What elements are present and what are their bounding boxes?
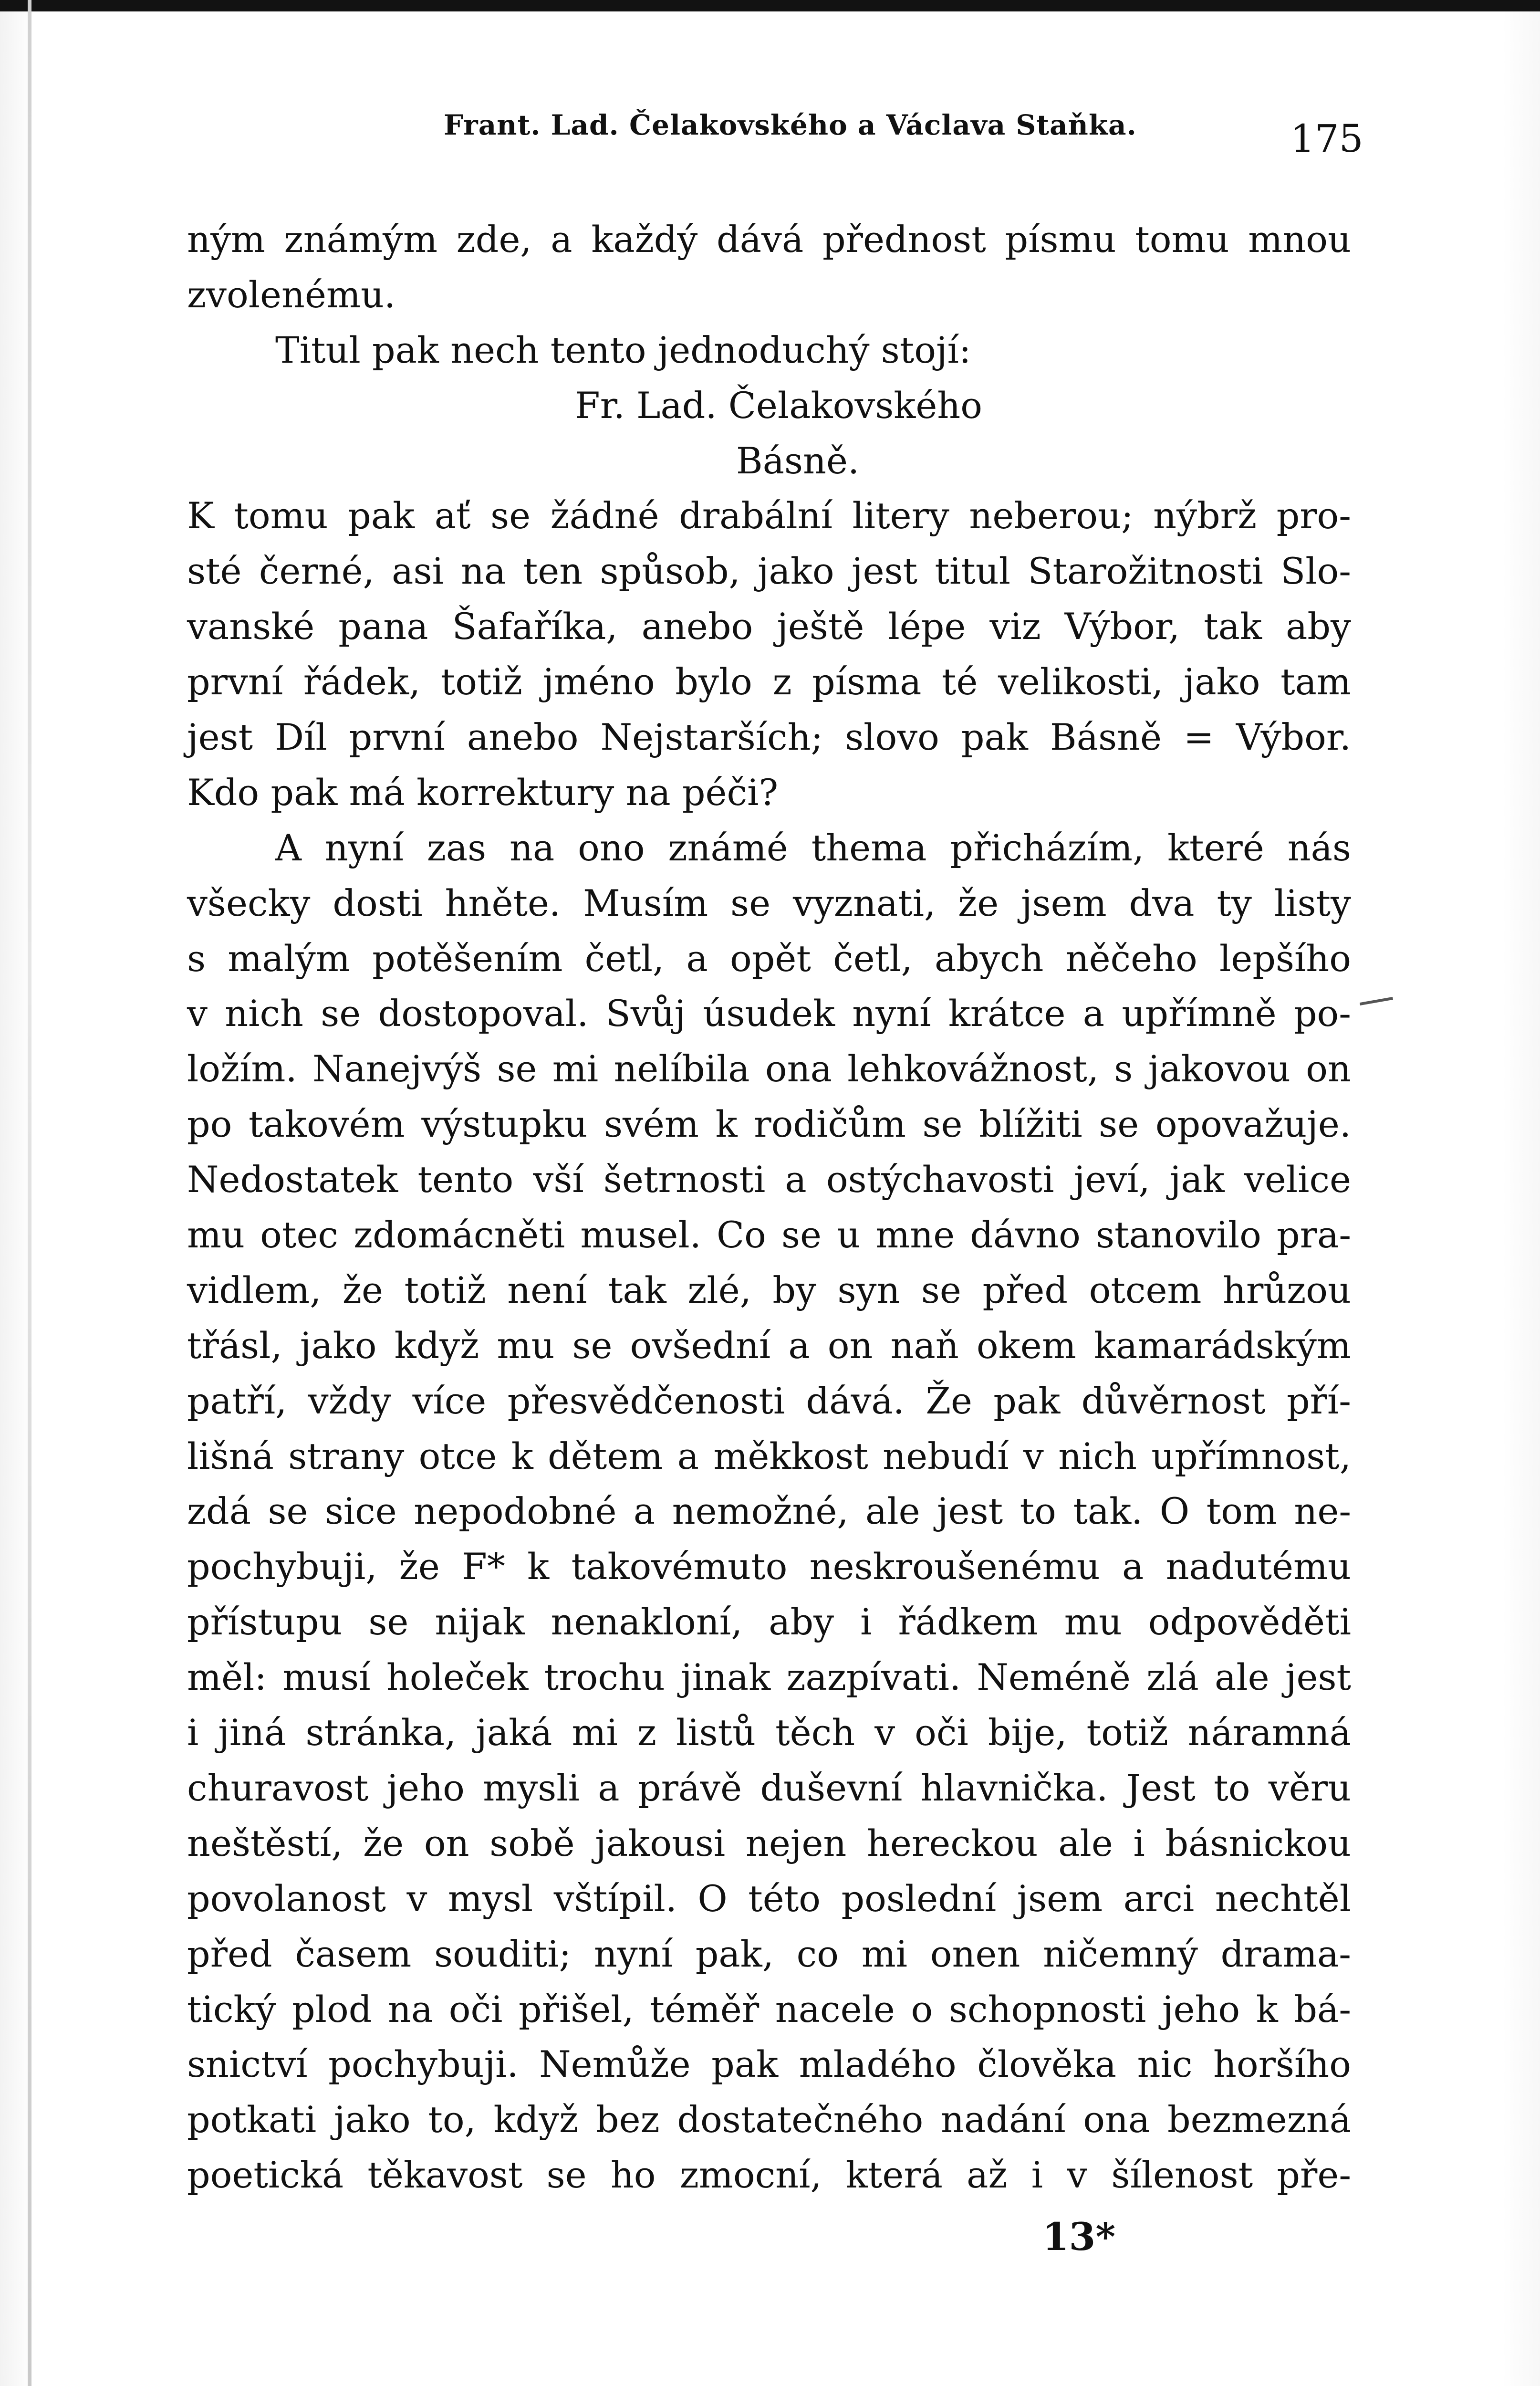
text-line: sté černé, asi na ten spůsob, jako jest titul Starožitnosti Slo-	[187, 550, 1351, 593]
text-line: všecky dosti hněte. Musím se vyznati, že jsem dva ty listy	[187, 881, 1351, 924]
text-line: povolanost v mysl vštípil. O této poslední jsem arci nechtěl	[187, 1877, 1351, 1920]
text-line: ným známým zde, a každý dává přednost písmu tomu mnou	[187, 218, 1351, 261]
text-line: pochybuji, že F* k takovémuto neskroušenému a nadutému	[187, 1545, 1351, 1588]
text-line: potkati jako to, když bez dostatečného nadání ona bezmezná	[187, 2098, 1351, 2141]
text-line: měl: musí holeček trochu jinak zazpívati. Neméně zlá ale jest	[187, 1656, 1351, 1699]
text-line: snictví pochybuji. Nemůže pak mladého člověka nic horšího	[187, 2043, 1351, 2086]
text-line: Kdo pak má korrektury na péči?	[187, 771, 779, 814]
text-line: zvolenému.	[187, 273, 396, 316]
text-line: K tomu pak ať se žádné drabální litery neberou; nýbrž pro-	[187, 494, 1351, 537]
text-line: v nich se dostopoval. Svůj úsudek nyní krátce a upřímně po-	[187, 992, 1351, 1035]
text-line: přístupu se nijak nenakloní, aby i řádkem mu odpověděti	[187, 1601, 1351, 1643]
text-line: zdá se sice nepodobné a nemožné, ale jest to tak. O tom ne-	[187, 1490, 1351, 1533]
text-line: mu otec zdomácněti musel. Co se u mne dávno stanovilo pra-	[187, 1214, 1351, 1256]
text-line: ložím. Nanejvýš se mi nelíbila ona lehkovážnost, s jakovou on	[187, 1047, 1351, 1090]
text-line: třásl, jako když mu se ovšední a on naň okem kamarádským	[187, 1324, 1351, 1367]
title-line: Fr. Lad. Čelakovského	[575, 384, 982, 427]
text-line: po takovém výstupku svém k rodičům se blížiti se opovažuje.	[187, 1103, 1351, 1146]
text-line: Titul pak nech tento jednoduchý stojí:	[275, 328, 971, 371]
signature-mark: 13*	[1042, 2214, 1116, 2259]
scan-top-edge	[0, 0, 1540, 11]
text-line: patří, vždy více přesvědčenosti dává. Že pak důvěrnost pří-	[187, 1379, 1351, 1422]
text-line: A nyní zas na ono známé thema přicházím, které nás	[275, 826, 1351, 869]
text-line: neštěstí, že on sobě jakousi nejen hereckou ale i básnickou	[187, 1821, 1351, 1864]
text-line: churavost jeho mysli a právě duševní hlavnička. Jest to věru	[187, 1766, 1351, 1809]
body-text	[187, 212, 1351, 2203]
text-line: první řádek, totiž jméno bylo z písma té velikosti, jako tam	[187, 660, 1351, 703]
text-line: jest Díl první anebo Nejstarších; slovo pak Básně = Výbor.	[187, 716, 1351, 759]
text-line: vidlem, že totiž není tak zlé, by syn se před otcem hrůzou	[187, 1268, 1351, 1311]
page-number: 175	[1290, 116, 1363, 161]
text-line: Nedostatek tento vší šetrnosti a ostýchavosti jeví, jak velice	[187, 1158, 1351, 1201]
margin-dash-mark	[1360, 997, 1393, 1005]
title-line: Básně.	[736, 439, 860, 482]
text-line: vanské pana Šafaříka, anebo ještě lépe viz Výbor, tak aby	[187, 605, 1351, 648]
text-line: před časem souditi; nyní pak, co mi onen ničemný drama-	[187, 1932, 1351, 1975]
text-line: lišná strany otce k dětem a měkkost nebudí v nich upřímnost,	[187, 1434, 1351, 1477]
running-head: Frant. Lad. Čelakovského a Václava Staňka.	[444, 109, 1137, 141]
binding-edge	[28, 0, 31, 2386]
text-line: poetická těkavost se ho zmocní, která až i v šílenost pře-	[187, 2154, 1351, 2197]
text-line: i jiná stránka, jaká mi z listů těch v oči bije, totiž náramná	[187, 1711, 1351, 1754]
text-line: s malým potěšením četl, a opět četl, abych něčeho lepšího	[187, 937, 1351, 980]
text-line: tický plod na oči přišel, téměř nacele o schopnosti jeho k bá-	[187, 1988, 1351, 2030]
